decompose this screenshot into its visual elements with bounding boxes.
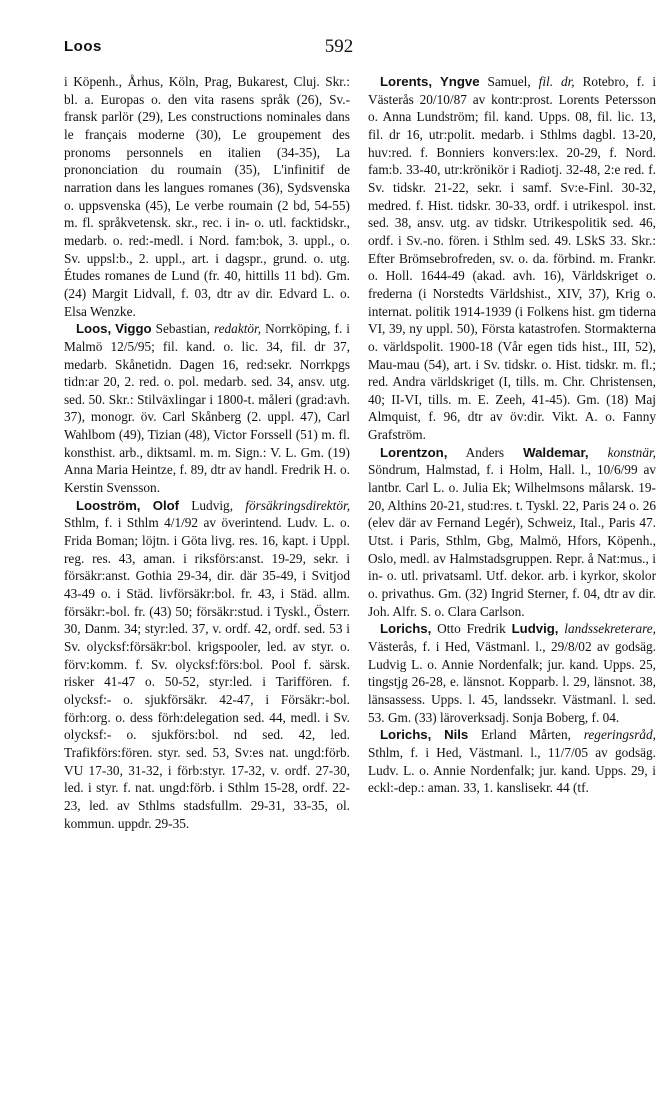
entry-profession: regeringsråd,: [583, 727, 656, 743]
entry-given-rest: Sebastian,: [151, 321, 210, 337]
page-number: 592: [324, 36, 354, 57]
entry-given-name: Olof: [152, 497, 180, 513]
entry-lorichs-ludvig: [368, 620, 656, 726]
entry-profession: fil. dr,: [538, 74, 575, 89]
page-header: [64, 36, 654, 62]
entry-given-name: Viggo: [115, 321, 152, 337]
entry-given-rest: Ludvig,: [179, 497, 234, 513]
entry-given-pre: Anders: [447, 444, 524, 460]
entry-given-rest: Samuel,: [479, 74, 531, 89]
entry-body: Sthlm, f. i Hed, Västmanl. l., 11/7/05 av godsäg. Ludv. L. o. Annie Nordenfalk; jur. kand. Upps. 29, i eckl:-dep.: aman. 33, 1. kanslisekr. 44 (tf.: [368, 744, 656, 796]
entry-given-name: Waldemar,: [523, 444, 589, 460]
left-column: [64, 73, 350, 832]
entry-body: Västerås, f. i Hed, Västmanl. l., 29/8/02 av godsäg. Ludvig L. o. Annie Nordenfalk; jur. kand. Upps. 25, tingstjg 26-28, e. länsnot. Kopparb. l. 29, länsnot. 38, länsassess. Upps. l. 45, landssekr. Västmanl. l. sed. 53. Gm. (33) läroverksadj. Sonja Boberg, f. 04.: [368, 639, 656, 725]
running-head: Loos: [64, 38, 102, 55]
entry-body: i Köpenh., Århus, Köln, Prag, Bukarest, Cluj. Skr.: bl. a. Europas o. den vita rasens språk (26), Sv.-fransk parlör (29), Les constructions nominales dans le français moderne (30), Le groupement des pronoms personnels en italien (34-35), La prononciation du roumain (35), L'infinitif de narration dans les langues romanes (36), Sydsvenska o. uppsvenska (45), Le verbe roumain (2 bd, 54-55) m. fl. språkvetensk. skr., rec. i in- o. utl. facktidskr., medarb. o. red:-medl. i Nord. fam:bok, 3. uppl., o. Sv. uppsl:b., 2. uppl., art. i dagspr., grund. o. utg. Études romanes de Lund (fr. 40, hittills 11 bd). Gm. (24) Margit Lidvall, f. 03, dtr av dir. Edvard L. o. Elsa Wenzke.: [64, 74, 350, 319]
entry-profession: konstnär,: [607, 444, 656, 460]
entry-given-name: Yngve: [439, 74, 480, 89]
entry-given-pre: Otto Fredrik: [431, 621, 512, 637]
entry-loostrom-olof: [64, 497, 350, 832]
entry-lorents-yngve: [368, 73, 656, 444]
entry-loos-viggo: [64, 320, 350, 497]
entry-profession: landssekreterare,: [564, 621, 656, 637]
entry-surname: Lorentzon,: [380, 444, 448, 460]
entry-body: Söndrum, Halmstad, f. i Holm, Hall. l., 10/6/99 av lantbr. Carl L. o. Julia Ek; Wilhelmsons målarsk. 19-20, Althins 20-21, stud:res. t. Tyskl. 22, Paris 24 o. 26 (elev där av Fernand Legér), Schweiz, Ital., Paris 47. Utst. i Paris, Sthlm, Gbg, Malmö, Hfors, Köpenh., Oslo, medl. av Halmstadsgruppen. Repr. å Nat:mus., i in- o. utl. privatsaml. Utf. dekor. arb. i kyrkor, skolor o. privathus. Gm. (32) Ingrid Sterner, f. 04, dtr av dir. Joh. Alfr. S. o. Clara Carlson.: [368, 462, 656, 619]
entry-surname: Lorents,: [380, 74, 433, 89]
entry-lorentzon-waldemar: [368, 444, 656, 621]
entry-given-rest: Erland Mårten,: [468, 727, 571, 743]
entry-surname: Loos,: [76, 321, 112, 337]
entry-given-name: Ludvig,: [511, 621, 559, 637]
entry-surname: Lorichs,: [380, 727, 432, 743]
entry-profession: redaktör,: [213, 321, 262, 337]
entry-profession: försäkringsdirektör,: [245, 497, 351, 513]
entry-given-name: Nils: [444, 727, 469, 743]
entry-surname: Lorichs,: [380, 621, 432, 637]
entry-body: Rotebro, f. i Västerås 20/10/87 av kontr:prost. Lorents Petersson o. Anna Lundström; fil. kand. Upps. 08, fil. lic. 13, fil. dr 16, utr:polit. medarb. i Sthlms dagbl. 13-20, huv:red. f. Bonniers konvers:lex. 20-29, f. Nord. fam:b. 33-40, utr:krönikör i Radiotj. 32-48, 2:e red. f. Sv. tidskr. 21-22, sekr. i samf. Sv:e-Finl. 30-32, medred. f. Hist. tidskr. 30-33, ordf. i utrikespol. inst. sed. 38, ansv. utg. av tidskr. Utrikespolitik sed. 46, ordf. i Sv.-no. fören. i Sthlm sed. 49. LSkS 33. Skr.: Efter Brömsebrofreden, sv. o. da. förbind. m. Frankr. o. Holl. 1644-49 (akad. avh. 16), Världskriget o. frederna (i Norstedts Världshist., XIV, 37), Krig o. internat. politik 1914-1939 (i Folkens hist. gm tiderna VI, 39, ny uppl. 50), Första katastrofen. Stormakterna o. världspolit. 1900-18 (Vår egen tids hist., III, 52), Mau-mau (54), art. i Sv. tidskr. o. Hist. tidskr. m. fl.; red. Andra världskriget (I, tills. m. Chr. Christensen, 40; II-VI, tills. m. E. Zeeh, 41-45). Gm. (18) Maj Almquist, f. 96, dtr av öv:dir. Vikt. A. o. Fanny Grafström.: [368, 74, 657, 443]
right-column: [368, 73, 656, 797]
entry-body: Sthlm, f. i Sthlm 4/1/92 av överintend. Ludv. L. o. Frida Boman; löjtn. i Göta livg. res. 16, kapt. i Uppl. reg. res. 43, aman. i riksförs:anst. 19-29, sekr. i försäkr:anst. Gothia 29-34, dir. där 35-49, i Svitjod 43-49 o. i Städ. livförsäkr:bol. fr. 43, i Städ. allm. försäkr:-bol. fr. (43) 50; försäkr:stud. i Tyskl., Österr. 30, Danm. 34; styr:led. 37, v. ordf. 42, ordf. sed. 53 i Sv. olycksf:försäkr:bol. krigspooler, led. av styr. o. förv:komm. f. Sv. olycksf:förs:bol. Pool f. särsk. risker 41-47 o. 50-52, styr:led. i Tariffören. f. olycksf:- o. sjukförsäkr. 42-47, i Försäkr:-bol. förh:org. o. dess förh:delegation sed. 44, medl. i Sv. olycksf:- o. sjukförs:bol. nd sed. 42, led. Trafikförs:fören. styr. sed. 53, Sv:es nat. ungd:förb. VU 17-30, 31-32, i förb:styr. 17-32, v. ordf. 27-30, led. i styr. f. nat. ungd:förb. i Sthlm 15-28, ordf. 22-23, led. av Sthlms stadsfullm. 29-31, 33-35, ol. kommun. uppdr. 29-35.: [64, 515, 350, 831]
entry-loos-continuation: [64, 73, 350, 320]
entry-lorichs-nils: [368, 726, 656, 797]
entry-surname: Looström,: [76, 497, 141, 513]
entry-body: Norrköping, f. i Malmö 12/5/95; fil. kand. o. lic. 34, fil. dr 37, medarb. Skånetidn. Dagen 16, red:sekr. Norrkpgs tidn:ar 20, 2. red. o. pol. medarb. sed. 34, ansv. utg. sed. 50. Skr.: Stilväxlingar i 1800-t. måleri (grad:avh. 37), monogr. öv. Carl Skånberg (2. uppl. 47), Carl Wahlbom (49), Tizian (48), Victor Forssell (51) m. fl. konsthist. arb., diktsaml. m. m. Sign.: V. L. Gm. (19) Anna Maria Heintze, f. 89, dtr av handl. Fredrik H. o. Kerstin Svensson.: [64, 321, 350, 496]
